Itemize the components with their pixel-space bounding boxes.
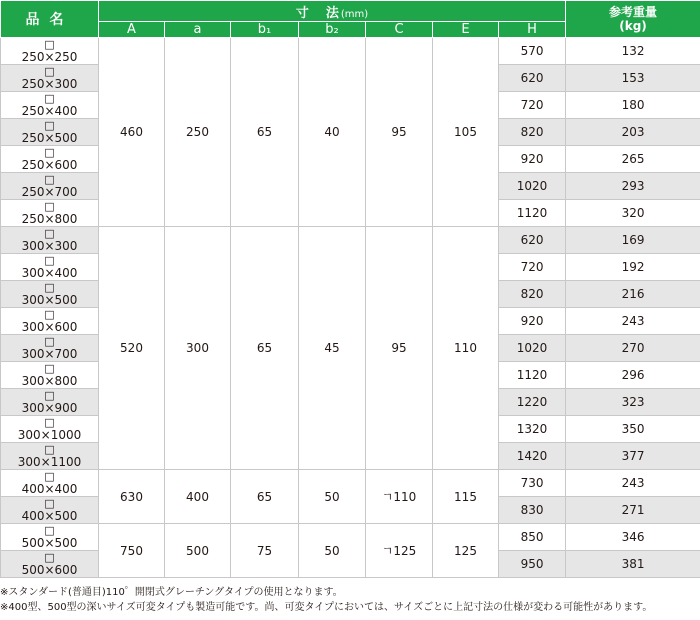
dimension-H-cell: 720 xyxy=(499,92,566,119)
product-name: 250×250 xyxy=(21,50,78,64)
dimension-H-cell: 920 xyxy=(499,308,566,335)
product-name-cell xyxy=(1,92,99,119)
dimension-b1-cell: 65 xyxy=(231,470,299,524)
dimension-H-cell: 620 xyxy=(499,227,566,254)
dimension-H-cell: 620 xyxy=(499,65,566,92)
product-name: 250×300 xyxy=(21,77,78,91)
weight-cell: 153 xyxy=(566,65,700,92)
dimension-H-cell: 820 xyxy=(499,281,566,308)
dimension-H-cell: 830 xyxy=(499,497,566,524)
notes xyxy=(0,585,700,615)
square-symbol: □ xyxy=(44,524,55,537)
weight-cell: 377 xyxy=(566,443,700,470)
column-header-C: C xyxy=(366,22,433,38)
square-symbol: □ xyxy=(44,389,55,402)
product-name: 400×500 xyxy=(21,509,78,523)
weight-cell: 169 xyxy=(566,227,700,254)
dimension-C-cell: ㄱ110 xyxy=(366,470,433,524)
dimension-C-cell: ㄱ125 xyxy=(366,524,433,578)
square-symbol: □ xyxy=(44,308,55,321)
product-name: 250×400 xyxy=(21,104,78,118)
dimension-E-cell: 115 xyxy=(433,470,499,524)
column-header-A: A xyxy=(99,22,165,38)
dimension-b1-cell: 65 xyxy=(231,38,299,227)
dimension-H-cell: 820 xyxy=(499,119,566,146)
dimension-H-cell: 1020 xyxy=(499,335,566,362)
weight-cell: 132 xyxy=(566,38,700,65)
dimension-b1-cell: 75 xyxy=(231,524,299,578)
dimension-H-cell: 1420 xyxy=(499,443,566,470)
square-symbol: □ xyxy=(44,200,55,213)
table-row xyxy=(1,524,700,551)
dimension-H-cell: 1120 xyxy=(499,362,566,389)
product-name: 300×400 xyxy=(21,266,78,280)
column-header-name: 品名 xyxy=(1,1,99,38)
unit-label: (mm) xyxy=(340,8,369,20)
square-symbol: □ xyxy=(44,416,55,429)
product-name-cell xyxy=(1,497,99,524)
product-name-cell xyxy=(1,38,99,65)
dimension-a-cell: 300 xyxy=(165,227,231,470)
dimension-H-cell: 1220 xyxy=(499,389,566,416)
product-name-cell xyxy=(1,551,99,578)
dimension-a-cell: 400 xyxy=(165,470,231,524)
square-symbol: □ xyxy=(44,173,55,186)
dimension-H-cell: 1120 xyxy=(499,200,566,227)
product-name: 300×1000 xyxy=(17,428,82,442)
product-name-cell xyxy=(1,470,99,497)
dimension-C-cell: 95 xyxy=(366,227,433,470)
column-header-b1: b₁ xyxy=(231,22,299,38)
weight-cell: 243 xyxy=(566,308,700,335)
dimension-A-cell: 630 xyxy=(99,470,165,524)
weight-unit-label: (kg) xyxy=(619,19,647,33)
weight-cell: 346 xyxy=(566,524,700,551)
table-body xyxy=(1,38,700,578)
table-row xyxy=(1,470,700,497)
column-header-a: a xyxy=(165,22,231,38)
dimension-H-cell: 920 xyxy=(499,146,566,173)
square-symbol: □ xyxy=(44,254,55,267)
product-name: 250×700 xyxy=(21,185,78,199)
square-symbol: □ xyxy=(44,281,55,294)
weight-cell: 265 xyxy=(566,146,700,173)
weight-cell: 381 xyxy=(566,551,700,578)
dimension-H-cell: 950 xyxy=(499,551,566,578)
square-symbol: □ xyxy=(44,146,55,159)
table-row xyxy=(1,227,700,254)
weight-cell: 243 xyxy=(566,470,700,497)
dimension-E-cell: 125 xyxy=(433,524,499,578)
product-name-cell xyxy=(1,524,99,551)
dimension-a-cell: 250 xyxy=(165,38,231,227)
dimension-C-cell: 95 xyxy=(366,38,433,227)
square-symbol: □ xyxy=(44,335,55,348)
weight-cell: 323 xyxy=(566,389,700,416)
dimension-H-cell: 1320 xyxy=(499,416,566,443)
product-name-cell xyxy=(1,281,99,308)
note-line: ※400型、500型の深いサイズ可変タイプも製造可能です。尚、可変タイプにおいては、サイズごとに上記寸法の仕様が変わる可能性があります。 xyxy=(0,602,653,613)
dimension-A-cell: 460 xyxy=(99,38,165,227)
product-name-cell xyxy=(1,254,99,281)
product-name-cell xyxy=(1,227,99,254)
dimension-H-cell: 570 xyxy=(499,38,566,65)
square-symbol: □ xyxy=(44,470,55,483)
square-symbol: □ xyxy=(44,38,55,51)
product-name: 500×500 xyxy=(21,536,78,550)
product-name-cell xyxy=(1,416,99,443)
product-name: 300×600 xyxy=(21,320,78,334)
dimension-b2-cell: 50 xyxy=(299,470,366,524)
product-name: 300×700 xyxy=(21,347,78,361)
weight-label: 参考重量 xyxy=(609,5,658,19)
product-name-cell xyxy=(1,200,99,227)
weight-cell: 293 xyxy=(566,173,700,200)
weight-cell: 271 xyxy=(566,497,700,524)
product-name: 300×300 xyxy=(21,239,78,253)
weight-cell: 296 xyxy=(566,362,700,389)
product-name: 300×800 xyxy=(21,374,78,388)
weight-cell: 270 xyxy=(566,335,700,362)
square-symbol: □ xyxy=(44,119,55,132)
weight-cell: 203 xyxy=(566,119,700,146)
square-symbol: □ xyxy=(44,92,55,105)
column-header-b2: b₂ xyxy=(299,22,366,38)
product-name-cell xyxy=(1,146,99,173)
weight-cell: 192 xyxy=(566,254,700,281)
product-name: 250×600 xyxy=(21,158,78,172)
product-name-cell xyxy=(1,443,99,470)
weight-cell: 320 xyxy=(566,200,700,227)
square-symbol: □ xyxy=(44,227,55,240)
product-name-cell xyxy=(1,362,99,389)
product-name: 400×400 xyxy=(21,482,78,496)
column-header-H: H xyxy=(499,22,566,38)
product-name-cell xyxy=(1,308,99,335)
dimension-H-cell: 850 xyxy=(499,524,566,551)
dimension-b2-cell: 40 xyxy=(299,38,366,227)
dimension-E-cell: 105 xyxy=(433,38,499,227)
dimension-b2-cell: 50 xyxy=(299,524,366,578)
product-name-cell xyxy=(1,335,99,362)
note-line: ※スタンダード(普通目)110゜開閉式グレーチングタイプの使用となります。 xyxy=(0,587,343,598)
square-symbol: □ xyxy=(44,65,55,78)
square-symbol: □ xyxy=(44,362,55,375)
table-row xyxy=(1,38,700,65)
product-name-cell xyxy=(1,389,99,416)
dimension-H-cell: 720 xyxy=(499,254,566,281)
product-name-cell xyxy=(1,65,99,92)
square-symbol: □ xyxy=(44,497,55,510)
product-name: 300×500 xyxy=(21,293,78,307)
weight-cell: 350 xyxy=(566,416,700,443)
product-name-cell xyxy=(1,119,99,146)
product-name: 250×500 xyxy=(21,131,78,145)
product-name: 250×800 xyxy=(21,212,78,226)
weight-cell: 216 xyxy=(566,281,700,308)
product-name: 300×1100 xyxy=(17,455,82,469)
column-header-weight xyxy=(566,1,700,38)
product-name-cell xyxy=(1,173,99,200)
dimensions-label: 寸 法 xyxy=(295,5,341,21)
dimension-H-cell: 1020 xyxy=(499,173,566,200)
weight-cell: 180 xyxy=(566,92,700,119)
product-name: 300×900 xyxy=(21,401,78,415)
dimension-b2-cell: 45 xyxy=(299,227,366,470)
dimension-A-cell: 520 xyxy=(99,227,165,470)
dimension-a-cell: 500 xyxy=(165,524,231,578)
dimension-H-cell: 730 xyxy=(499,470,566,497)
square-symbol: □ xyxy=(44,551,55,564)
dimension-A-cell: 750 xyxy=(99,524,165,578)
dimension-E-cell: 110 xyxy=(433,227,499,470)
dimension-b1-cell: 65 xyxy=(231,227,299,470)
column-header-dimensions xyxy=(99,1,566,22)
column-header-E: E xyxy=(433,22,499,38)
product-name: 500×600 xyxy=(21,563,78,577)
square-symbol: □ xyxy=(44,443,55,456)
